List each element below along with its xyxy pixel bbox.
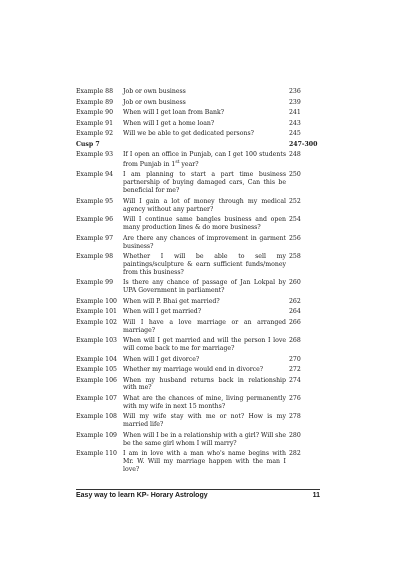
toc-entry-row <box>76 151 318 169</box>
toc-entry-row <box>76 216 318 232</box>
entry-page-number: 236 <box>289 88 301 95</box>
entry-label: Example 93 <box>76 151 114 158</box>
toc-entry-row <box>76 319 318 335</box>
entry-label: Example 107 <box>76 394 117 402</box>
entry-description: When will I be in a relationship with a girl? Will she be the same girl whom I will marry? <box>123 431 286 447</box>
toc-entry-row <box>76 198 318 214</box>
entry-description: Is there any chance of passage of Jan Lokpal by UPA Government in parliament? <box>123 279 286 295</box>
entry-description: Job or own business <box>123 98 186 106</box>
toc-entry-row <box>76 356 318 364</box>
entry-label: Example 95 <box>76 197 114 205</box>
toc-entry-row <box>76 171 318 195</box>
toc-entry-row <box>76 279 318 295</box>
entry-label: Example 106 <box>76 376 117 384</box>
entry-page-number: 239 <box>289 98 301 106</box>
toc-entry-row <box>76 130 318 138</box>
entry-label: Example 108 <box>76 413 117 421</box>
toc-entry-row <box>76 120 318 128</box>
entry-description: What are the chances of mine, living permanently with my wife in next 15 months? <box>123 394 286 410</box>
entry-label: Example 90 <box>76 109 114 116</box>
entry-description: Whether I will be able to sell my paintings/sculpture & earn sufficient funds/money from this business? <box>123 253 286 276</box>
entry-page-number: 278 <box>289 413 301 421</box>
entry-label: Example 101 <box>76 308 117 316</box>
entry-page-number: 282 <box>289 450 301 458</box>
toc-entry-row <box>76 235 318 251</box>
entry-description: I am in love with a man who's name begins with Mr. W. Will my marriage happen with the man I love? <box>123 450 286 473</box>
entry-page-number: 266 <box>289 318 301 326</box>
entry-page-number: 258 <box>289 253 301 260</box>
entry-label: Example 97 <box>76 234 114 242</box>
entry-page-number: 256 <box>289 234 301 242</box>
entry-label: Example 89 <box>76 98 114 106</box>
entry-description: I am planning to start a part time business partnership of buying damaged cars, Can this be beneficial for me? <box>123 171 286 195</box>
entry-label: Example 98 <box>76 253 114 260</box>
entry-page-number: 270 <box>289 355 301 363</box>
entry-label: Example 88 <box>76 88 114 95</box>
entry-description: Are there any chances of improvement in garment business? <box>123 234 286 250</box>
toc-entry-row <box>76 395 318 411</box>
entry-page-number: 272 <box>289 366 301 374</box>
entry-page-number: 280 <box>289 431 301 439</box>
entry-page-number: 274 <box>289 376 301 384</box>
entry-description: Job or own business <box>123 88 186 95</box>
entry-label: Example 102 <box>76 318 117 326</box>
entry-label: Example 103 <box>76 337 117 345</box>
entry-label: Cusp 7 <box>76 140 100 148</box>
entry-label: Example 105 <box>76 366 117 374</box>
entry-page-number: 260 <box>289 279 301 287</box>
footer-divider <box>76 489 320 490</box>
entry-description: When will I get loan from Bank? <box>123 109 225 116</box>
entry-description: Will I have a love marriage or an arranged marriage? <box>123 318 286 334</box>
entry-page-number: 241 <box>289 109 301 116</box>
footer-page-number: 11 <box>312 492 320 499</box>
entry-description: Will I gain a lot of money through my medical agency without any partner? <box>123 197 286 213</box>
entry-label: Example 92 <box>76 130 114 137</box>
toc-entry-row <box>76 308 318 316</box>
entry-label: Example 100 <box>76 297 117 305</box>
entry-label: Example 94 <box>76 171 114 179</box>
section-heading-row <box>76 141 318 149</box>
entry-description: When will P. Bhai get married? <box>123 297 220 305</box>
entry-page-number: 254 <box>289 216 301 224</box>
toc-entry-row <box>76 450 318 474</box>
entry-page-number: 250 <box>289 171 301 179</box>
toc-entry-row <box>76 109 318 117</box>
entry-description: When will I get married? <box>123 308 202 316</box>
toc-entry-row <box>76 413 318 429</box>
footer-book-title: Easy way to learn KP- Horary Astrology <box>76 492 208 499</box>
entry-page-number: 276 <box>289 394 301 402</box>
entry-description: When will I get divorce? <box>123 355 200 363</box>
toc-entry-row <box>76 377 318 393</box>
entry-description: When my husband returns back in relationship with me? <box>123 376 286 392</box>
entry-description: If I open an office in Punjab, can I get 100 students from Punjab in 1st year? <box>123 151 286 168</box>
entry-page-number: 252 <box>289 197 301 205</box>
toc-entry-row <box>76 366 318 374</box>
entry-description: When will I get a home loan? <box>123 119 215 127</box>
entry-page-number: 268 <box>289 337 301 345</box>
toc-entry-row <box>76 253 318 277</box>
entry-page-number: 248 <box>289 151 301 158</box>
toc-entry-row <box>76 432 318 448</box>
entry-label: Example 109 <box>76 431 117 439</box>
entry-description: Whether my marriage would end in divorce? <box>123 366 264 374</box>
table-of-contents <box>76 88 318 476</box>
toc-entry-row <box>76 99 318 107</box>
toc-entry-row <box>76 88 318 96</box>
entry-page-number: 243 <box>289 119 301 127</box>
entry-description: Will I continue same bangles business and open many production lines & do more business? <box>123 216 286 232</box>
entry-label: Example 96 <box>76 216 114 224</box>
entry-description: Will we be able to get dedicated persons? <box>123 130 254 137</box>
entry-description: When will I get married and will the person I love will come back to me for marriage? <box>123 337 286 353</box>
entry-label: Example 110 <box>76 450 117 458</box>
entry-label: Example 104 <box>76 355 117 363</box>
page-footer <box>76 492 320 499</box>
entry-page-number: 245 <box>289 130 301 137</box>
toc-entry-row <box>76 337 318 353</box>
entry-label: Example 91 <box>76 119 114 127</box>
entry-page-number: 262 <box>289 297 301 305</box>
entry-label: Example 99 <box>76 279 114 287</box>
entry-page-number: 264 <box>289 308 301 316</box>
toc-entry-row <box>76 298 318 306</box>
entry-page-number: 247-300 <box>289 140 318 148</box>
entry-description: Will my wife stay with me or not? How is my married life? <box>123 413 286 429</box>
